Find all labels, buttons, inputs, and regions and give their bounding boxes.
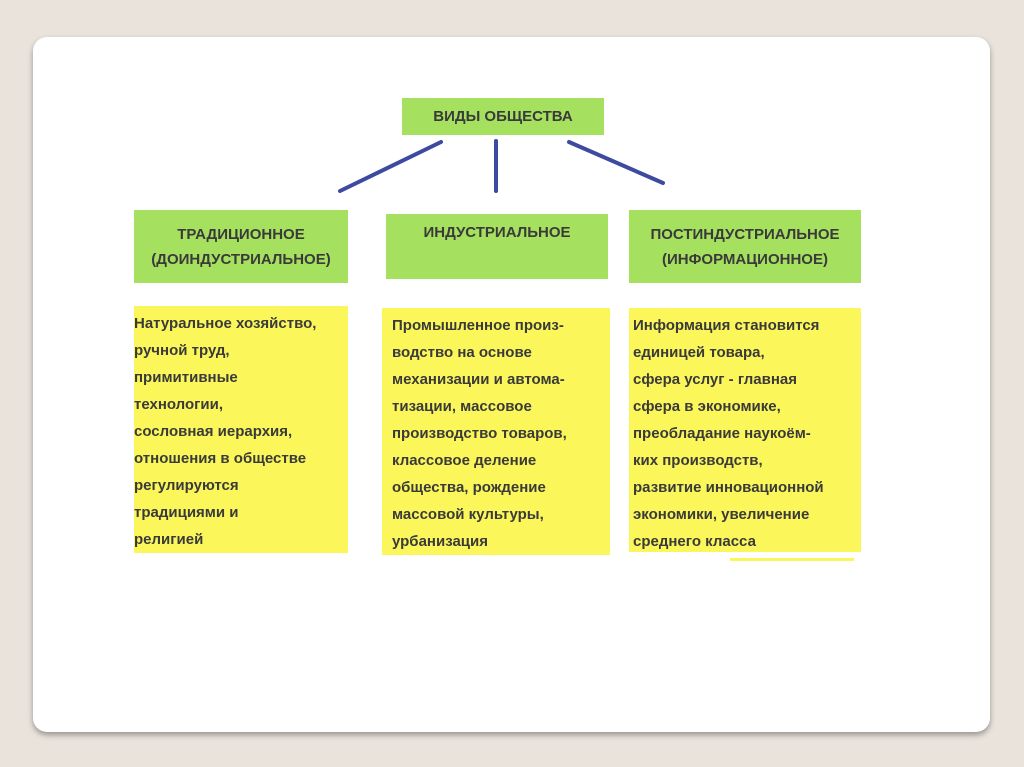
text-line: водство на основе <box>392 344 532 361</box>
text-line: урбанизация <box>392 533 488 550</box>
text-line: общества, рождение <box>392 479 546 496</box>
text-postindustrial <box>629 308 861 552</box>
text-line: ких производств, <box>633 452 763 469</box>
text-line: классовое деление <box>392 452 537 469</box>
header-postindustrial-line-2: (ИНФОРМАЦИОННОЕ) <box>662 250 828 268</box>
root-label: ВИДЫ ОБЩЕСТВА <box>433 108 573 125</box>
connector-right <box>569 142 663 183</box>
text-line: технологии, <box>134 396 224 413</box>
text-line: примитивные <box>134 369 238 386</box>
text-traditional <box>134 306 348 553</box>
header-postindustrial <box>629 210 861 283</box>
text-line: регулируются <box>134 477 239 494</box>
header-traditional-line-1: ТРАДИЦИОННОЕ <box>177 225 305 243</box>
text-line: тизации, массовое <box>392 398 532 415</box>
text-line: механизации и автома- <box>392 371 565 388</box>
header-traditional <box>134 210 348 283</box>
text-line: развитие инновационной <box>633 479 824 496</box>
text-line: сфера услуг - главная <box>633 371 797 388</box>
header-industrial <box>386 214 608 279</box>
text-industrial <box>382 308 610 555</box>
text-line: производство товаров, <box>392 425 567 442</box>
text-line: Натуральное хозяйство, <box>134 315 317 332</box>
text-line: традициями и <box>134 504 239 521</box>
header-traditional-line-2: (ДОИНДУСТРИАЛЬНОЕ) <box>151 250 331 268</box>
text-line: отношения в обществе <box>134 450 307 467</box>
root-box <box>402 98 604 135</box>
header-postindustrial-line-1: ПОСТИНДУСТРИАЛЬНОЕ <box>650 225 840 243</box>
text-line: сословная иерархия, <box>134 423 293 440</box>
text-line: Промышленное произ- <box>392 317 564 334</box>
text-line: массовой культуры, <box>392 506 544 523</box>
connector-left <box>340 142 441 191</box>
text-line: религией <box>134 531 204 548</box>
text-line: ручной труд, <box>134 342 230 359</box>
header-industrial-line-1: ИНДУСТРИАЛЬНОЕ <box>423 224 571 241</box>
text-line: единицей товара, <box>633 344 765 361</box>
text-line: среднего класса <box>633 533 756 550</box>
text-line: сфера в экономике, <box>633 398 781 415</box>
decorative-underline <box>730 558 854 561</box>
text-line: Информация становится <box>633 317 820 334</box>
text-line: экономики, увеличение <box>633 506 810 523</box>
text-line: преобладание наукоём- <box>633 425 811 442</box>
